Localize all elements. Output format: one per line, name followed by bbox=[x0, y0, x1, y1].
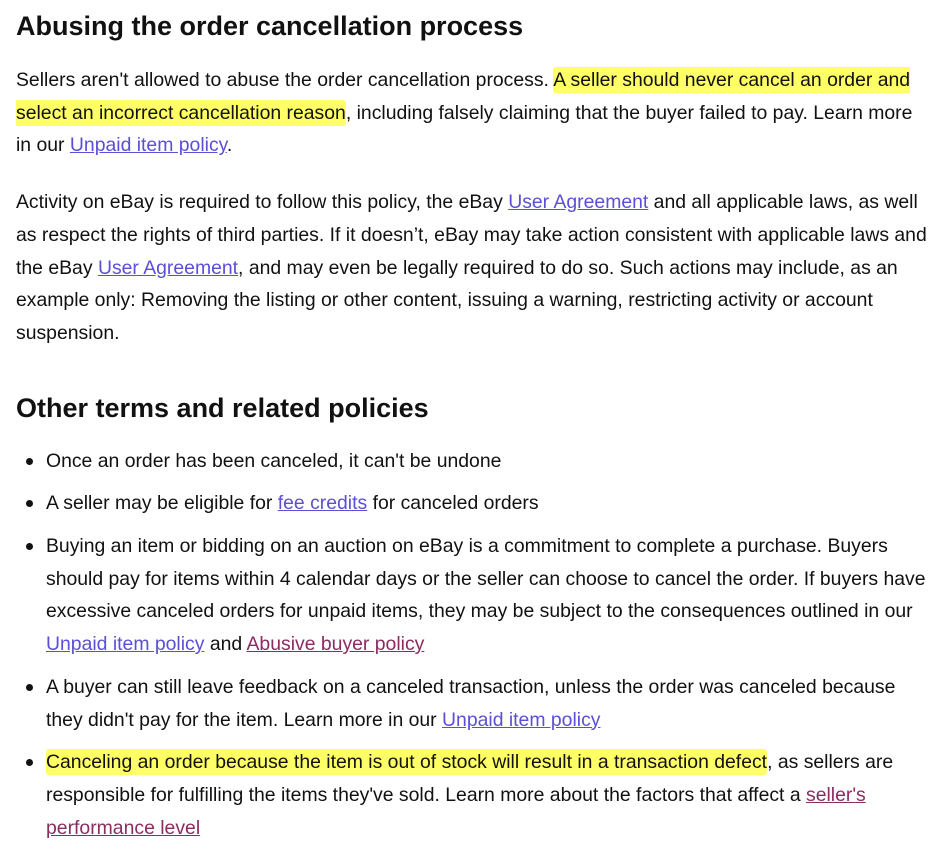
activity-text-2: and all applicable laws, as well as respect the rights of third parties. If it doesn’t, eBay may take action consistent with applicable laws and the eBay bbox=[16, 191, 927, 279]
bullet-icon bbox=[26, 543, 33, 550]
list-item-text: , as sellers are responsible for fulfilling the items they've sold. Learn more about the factors that affect a bbox=[46, 751, 894, 806]
highlighted-text-incorrect-reason: A seller should never cancel an order and select an incorrect cancellation reason bbox=[16, 69, 911, 124]
highlighted-text-transaction-defect: Canceling an order because the item is out of stock will result in a transaction defect bbox=[46, 751, 768, 774]
list-item-text: A seller may be eligible for bbox=[46, 492, 278, 515]
related-policies-list bbox=[16, 445, 930, 845]
list-item bbox=[16, 746, 930, 844]
abuse-intro-text: Sellers aren't allowed to abuse the order cancellation process. bbox=[16, 69, 549, 91]
unpaid-item-policy-link-3[interactable]: Unpaid item policy bbox=[442, 708, 601, 731]
list-item bbox=[16, 671, 930, 736]
paragraph-abuse-cancellation bbox=[16, 64, 930, 162]
user-agreement-link[interactable]: User Agreement bbox=[508, 191, 649, 214]
paragraph-activity-policy bbox=[16, 186, 930, 350]
activity-text-3: , and may even be legally required to do so. Such actions may include, as an example only: Removing the listing or other content, issuing a warning, restricting activity or account suspension. bbox=[16, 256, 898, 344]
user-agreement-link-2[interactable]: User Agreement bbox=[97, 256, 239, 279]
unpaid-item-policy-link-2[interactable]: Unpaid item policy bbox=[46, 633, 205, 656]
seller-performance-level-link[interactable]: seller's performance level bbox=[46, 783, 866, 839]
list-item-text: for canceled orders bbox=[367, 492, 539, 515]
fee-credits-link[interactable]: fee credits bbox=[277, 492, 368, 515]
list-item-text: Once an order has been canceled, it can't be undone bbox=[46, 449, 502, 472]
list-item bbox=[16, 445, 930, 478]
section-heading-other-terms: Other terms and related policies bbox=[16, 392, 429, 423]
list-item-text: Buying an item or bidding on an auction on eBay is a commitment to complete a purchase. Buyers should pay for items within 4 calendar days or the seller can choose to cancel the order. If buyers have excessive canceled orders for unpaid items, they may be subject to the consequences outlined in our bbox=[46, 535, 926, 623]
bullet-icon bbox=[26, 458, 33, 465]
bullet-icon bbox=[26, 684, 33, 691]
list-item-text: and bbox=[204, 633, 247, 656]
bullet-icon bbox=[26, 500, 33, 507]
abusive-buyer-policy-link[interactable]: Abusive buyer policy bbox=[246, 633, 425, 656]
unpaid-item-policy-link[interactable]: Unpaid item policy bbox=[69, 134, 227, 157]
section-heading-abusing-cancellation: Abusing the order cancellation process bbox=[16, 11, 524, 41]
activity-text-1: Activity on eBay is required to follow this policy, the eBay bbox=[16, 191, 509, 214]
abuse-end-text: . bbox=[226, 134, 233, 157]
abuse-rest-text: , including falsely claiming that the buyer failed to pay. Learn more in our bbox=[16, 101, 913, 157]
list-item bbox=[16, 530, 930, 661]
list-item-text: A buyer can still leave feedback on a canceled transaction, unless the order was canceled because they didn't pay for the item. Learn more in our bbox=[46, 675, 896, 731]
bullet-icon bbox=[26, 759, 33, 766]
list-item bbox=[16, 487, 930, 520]
